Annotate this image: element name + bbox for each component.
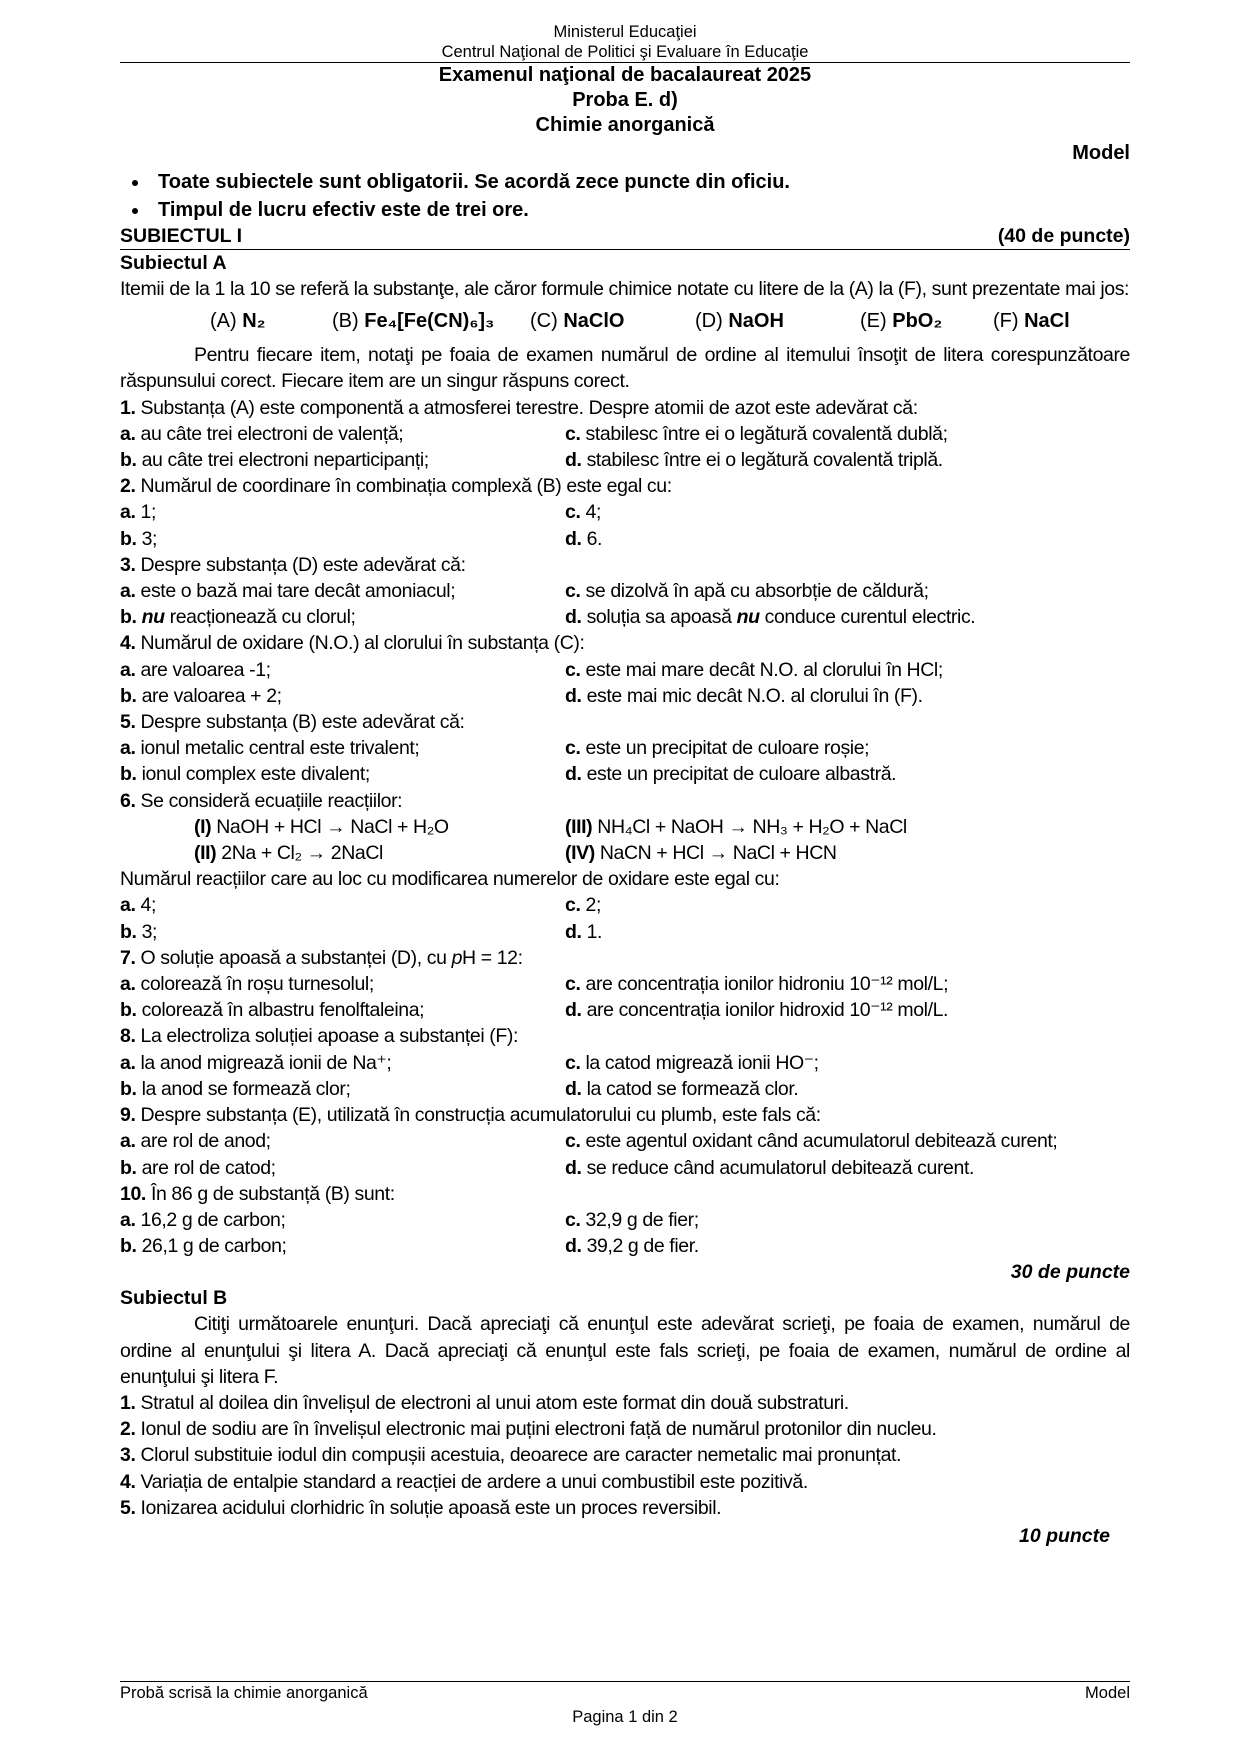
formula-b: (B) Fe₄[Fe(CN)₆]₃ [332,310,495,333]
model-label: Model [1072,142,1130,164]
option-a: a. au câte trei electroni de valență; [120,422,404,445]
option-c: c. 2; [565,894,601,917]
subiectul-b-title: Subiectul B [120,1287,228,1310]
item-options [120,1233,1130,1259]
option-b: b. are valoarea + 2; [120,684,282,707]
option-b: b. au câte trei electroni neparticipanți; [120,449,429,472]
item-options [120,421,1130,447]
subiectul-1-heading [120,224,1130,250]
page-number: Pagina 1 din 2 [572,1708,678,1726]
footer-right: Model [1085,1684,1130,1702]
rule-item: • Timpul de lucru efectiv este de trei ore. [150,196,1130,224]
item-options [120,604,1130,630]
option-b: b. 3; [120,527,158,550]
item-question: 5. Despre substanța (B) este adevărat că: [120,711,465,734]
statement: 2. Ionul de sodiu are în învelișul electronic mai puțini electroni față de numărul protonilor din nucleu. [120,1418,937,1441]
equations-row [120,840,1130,866]
formula-e: (E) PbO₂ [860,310,943,333]
option-d: d. este un precipitat de culoare albastră. [565,763,897,786]
option-a: a. este o bază mai tare decât amoniacul; [120,580,456,603]
item-question: 10. În 86 g de substanță (B) sunt: [120,1182,395,1205]
item-question: 6. Se consideră ecuațiile reacțiilor: [120,789,403,812]
item-options [120,735,1130,761]
option-a: a. la anod migrează ionii de Na⁺; [120,1051,392,1074]
option-a: a. are valoarea -1; [120,658,271,681]
option-c: c. este un precipitat de culoare roșie; [565,737,870,760]
option-d: d. este mai mic decât N.O. al clorului în (F). [565,684,923,707]
option-d: d. soluția sa apoasă nu conduce curentul electric. [565,606,976,629]
rule-item: • Toate subiectele sunt obligatorii. Se acordă zece puncte din oficiu. [150,168,1130,196]
item-question: 1. Substanța (A) este componentă a atmosferei terestre. Despre atomii de azot este adevărat că: [120,396,918,419]
item-options [120,1050,1130,1076]
option-a: a. ionul metalic central este trivalent; [120,737,420,760]
option-b: b. nu reacționează cu clorul; [120,606,356,629]
center-name: Centrul Naţional de Politici şi Evaluare în Educaţie [441,43,809,61]
formula-f: (F) NaCl [993,310,1070,333]
exam-title: Examenul naţional de bacalaureat 2025 [438,64,812,86]
item-options [120,919,1130,945]
formula-a: (A) N₂ [210,310,266,333]
option-b: b. ionul complex este divalent; [120,763,370,786]
statement: 3. Clorul substituie iodul din compușii acestuia, deoarece are caracter nemetalic mai pronunțat. [120,1444,902,1467]
exam-rules [120,168,1130,224]
subiectul-a-title: Subiectul A [120,252,227,274]
option-b: b. 26,1 g de carbon; [120,1235,287,1258]
option-d: d. se reduce când acumulatorul debitează curent. [565,1156,974,1179]
item-options [120,971,1130,997]
option-c: c. la catod migrează ionii HO⁻; [565,1051,819,1074]
subiectul-b-points: 10 puncte [1018,1524,1110,1547]
item-subquestion: Numărul reacțiilor care au loc cu modificarea numerelor de oxidare este egal cu: [120,868,780,891]
item-options [120,1128,1130,1154]
option-c: c. este agentul oxidant când acumulatorul debitează curent; [565,1130,1058,1153]
option-b: b. colorează în albastru fenolftaleina; [120,999,425,1022]
page-footer [120,1681,1130,1728]
item-options [120,657,1130,683]
footer-left: Probă scrisă la chimie anorganică [120,1684,368,1702]
option-c: c. este mai mare decât N.O. al clorului în HCl; [565,658,943,681]
subiectul-a-instructions: Pentru fiecare item, notaţi pe foaia de examen numărul de ordine al itemului însoţit de litera corespunzătoare răspunsului corect. Fiecare item are un singur răspuns corect. [120,344,1130,393]
option-b: b. 3; [120,920,158,943]
option-b: b. la anod se formează clor; [120,1077,351,1100]
item-options [120,578,1130,604]
item-question: 8. La electroliza soluției apoase a substanței (F): [120,1025,519,1048]
option-d: d. 1. [565,920,603,943]
formula-d: (D) NaOH [695,310,784,333]
option-d: d. 6. [565,527,603,550]
formula-c: (C) NaClO [530,310,625,333]
item-options [120,1076,1130,1102]
item-question: 3. Despre substanța (D) este adevărat că: [120,553,466,576]
subiectul-b-instructions: Citiţi următoarele enunţuri. Dacă apreciaţi că enunţul este adevărat scrieţi, pe foaia de examen, numărul de ordine al enunţului şi litera A. Dacă apreciaţi că enunţul este fals scrieţi, pe foaia de examen, numărul de ordine al enunţului şi litera F. [120,1313,1130,1388]
ministry-name: Ministerul Educaţiei [553,23,697,41]
item-options [120,761,1130,787]
item-options [120,526,1130,552]
subiectul-1-title: SUBIECTUL I [120,225,243,247]
option-a: a. 16,2 g de carbon; [120,1208,286,1231]
option-a: a. 1; [120,501,156,524]
subiectul-1-points: (40 de puncte) [997,225,1130,247]
option-d: d. stabilesc între ei o legătură covalentă triplă. [565,449,943,472]
item-question: 4. Numărul de oxidare (N.O.) al clorului în substanța (C): [120,632,585,655]
statement: 5. Ionizarea acidului clorhidric în soluție apoasă este un proces reversibil. [120,1496,722,1519]
item-question: 7. O soluție apoasă a substanței (D), cu pH = 12: [120,946,523,969]
option-c: c. 32,9 g de fier; [565,1208,699,1231]
item-options [120,892,1130,918]
subiectul-a-points: 30 de puncte [1010,1261,1130,1284]
equation-3: (III) NH₄Cl + NaOH → NH₃ + H₂O + NaCl [565,815,907,838]
option-c: c. 4; [565,501,601,524]
statement: 1. Stratul al doilea din învelișul de electroni al unui atom este format din două substraturi. [120,1391,849,1414]
item-question: 2. Numărul de coordinare în combinația complexă (B) este egal cu: [120,475,672,498]
option-d: d. la catod se formează clor. [565,1077,799,1100]
item-options [120,997,1130,1023]
equation-4: (IV) NaCN + HCl → NaCl + HCN [565,842,837,865]
item-options [120,1207,1130,1233]
subject-title: Chimie anorganică [535,114,715,136]
item-options [120,499,1130,525]
option-c: c. stabilesc între ei o legătură covalentă dublă; [565,422,948,445]
option-a: a. are rol de anod; [120,1130,271,1153]
item-options [120,1155,1130,1181]
item-options [120,683,1130,709]
equation-2: (II) 2Na + Cl₂ → 2NaCl [194,842,383,865]
formula-list [120,302,1130,342]
equations-row [120,814,1130,840]
equation-1: (I) NaOH + HCl → NaCl + H₂O [194,815,449,838]
exam-page [120,22,1130,1549]
subiectul-a-intro: Itemii de la 1 la 10 se referă la substanţe, ale căror formule chimice notate cu litere de la (A) la (F), sunt prezentate mai jos: [120,278,1130,300]
option-d: d. are concentrația ionilor hidroxid 10⁻¹² mol/L. [565,999,949,1022]
option-c: c. are concentrația ionilor hidroniu 10⁻¹² mol/L; [565,973,949,996]
option-d: d. 39,2 g de fier. [565,1235,699,1258]
statement: 4. Variația de entalpie standard a reacției de ardere a unui combustibil este pozitivă. [120,1470,808,1493]
option-a: a. 4; [120,894,156,917]
option-b: b. are rol de catod; [120,1156,276,1179]
item-question: 9. Despre substanța (E), utilizată în construcția acumulatorului cu plumb, este fals că: [120,1104,821,1127]
item-options [120,447,1130,473]
proba-title: Proba E. d) [572,89,678,111]
option-a: a. colorează în roșu turnesolul; [120,973,374,996]
option-c: c. se dizolvă în apă cu absorbție de căldură; [565,580,929,603]
